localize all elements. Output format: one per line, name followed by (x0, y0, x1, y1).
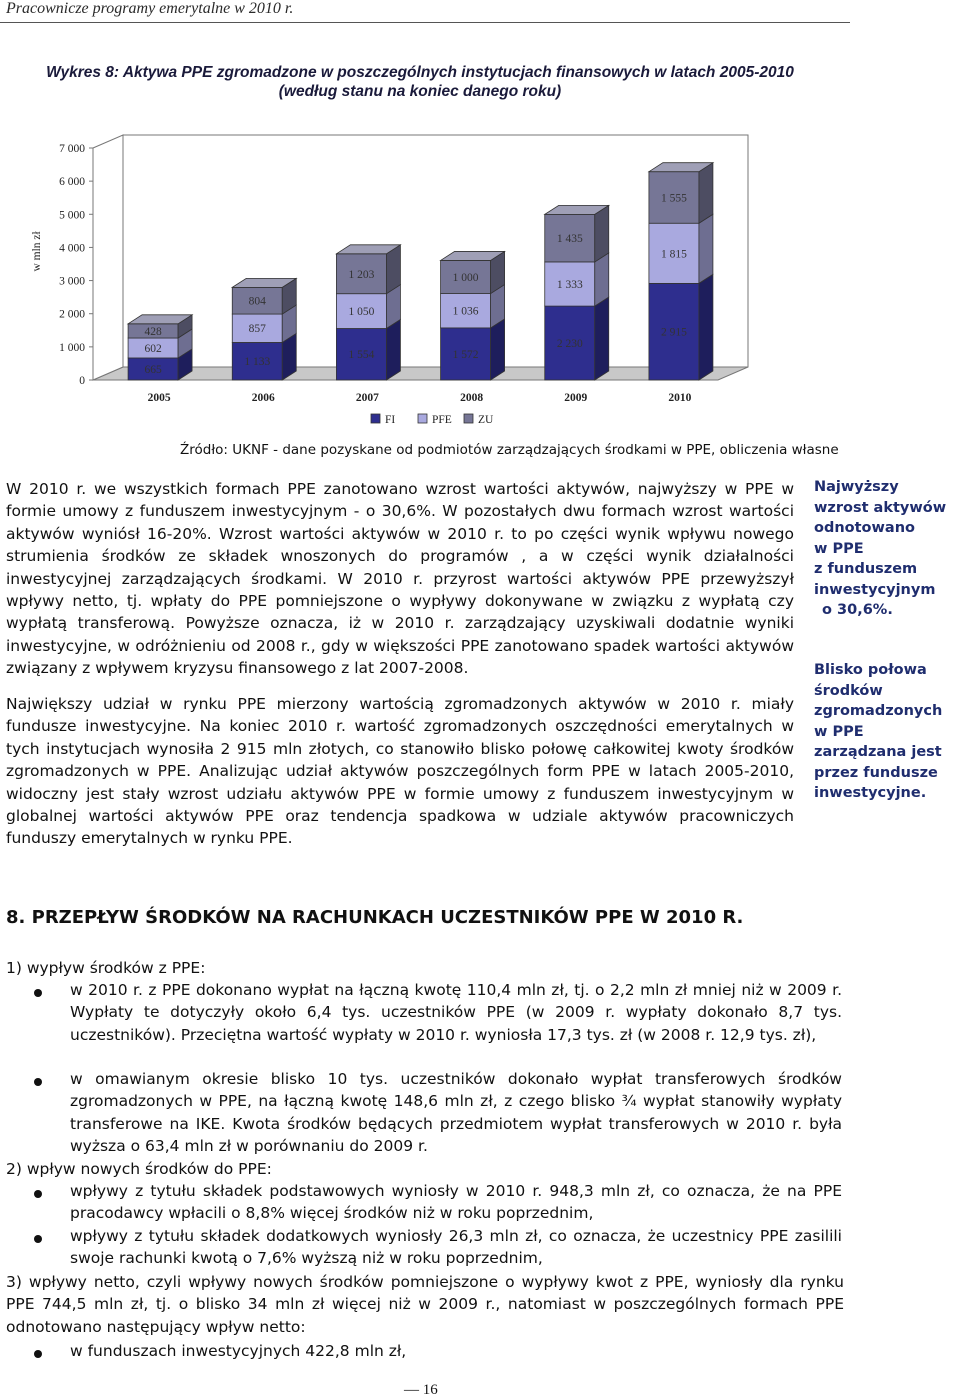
sidebar-line: inwestycyjnym (814, 581, 936, 598)
x-tick-label: 2007 (355, 392, 379, 404)
bullet-icon (34, 1235, 42, 1243)
bullet-additional-contributions: wpływy z tytułu składek dodatkowych wyniosły 26,3 mln zł, co oznacza, że uczestnicy PPE zasilili swoje rachunki kwotą o 7,6% wyższą niż w roku poprzednim, (70, 1227, 842, 1268)
y-tick-label: 2 000 (59, 308, 85, 321)
bullet-transfers: w omawianym okresie blisko 10 tys. uczestników dokonało wypłat transferowych środków zgromadzonych w PPE, na łączną kwotę 148,6 mln zł, z czego blisko ¾ wypłat stanowiły wypłaty transferowe na IKE. Kwota środków będących przedmiotem wypłat transferowych w 2010 r. była wyższa o 63,4 mln zł w porównaniu do 2009 r. (70, 1070, 842, 1156)
header-rule (0, 22, 850, 23)
y-axis-label: w mln zł (31, 231, 43, 272)
data-label: 1 555 (660, 192, 687, 205)
chart-subtitle: (według stanu na koniec danego roku) (278, 83, 562, 100)
y-tick-label: 5 000 (59, 209, 85, 222)
paragraph-net-inflow: 3) wpływy netto, czyli wpływy nowych środków pomniejszone o wypływy kwot z PPE, wyniosły dla rynku PPE 744,5 mln zł, tj. o blisko 34 mln zł więcej niż w 2009 r., natomiast w poszczególnych formach PPE odnotowano następujący wpływ netto: (6, 1273, 844, 1336)
bar-side-fi (595, 297, 609, 380)
data-label: 804 (248, 295, 266, 308)
sidebar-line: Blisko połowa (814, 662, 927, 678)
sidebar-line: w PPE (814, 540, 864, 557)
bar-side-fi (491, 319, 505, 380)
data-label: 1 036 (452, 305, 479, 318)
bullet-icon (34, 1190, 42, 1198)
legend-label-fi: FI (385, 414, 396, 426)
chart-side-wall (93, 135, 123, 380)
sidebar-line: odnotowano (814, 520, 915, 536)
legend-label-zu: ZU (478, 414, 494, 426)
sidebar-line: z funduszem (814, 561, 918, 577)
sub-heading-inflow: 2) wpływ nowych środków do PPE: (6, 1160, 272, 1178)
page-number: — 16 (404, 1382, 438, 1398)
sidebar-line: zarządzana jest (814, 744, 942, 760)
data-label: 1 333 (556, 279, 583, 292)
data-label: 1 050 (348, 306, 375, 319)
data-label: 602 (144, 342, 162, 355)
sidebar-line: w PPE (814, 723, 864, 740)
y-tick-label: 3 000 (59, 275, 85, 288)
sidebar-line: środków (814, 682, 883, 699)
legend-swatch-zu (464, 414, 473, 423)
x-tick-label: 2005 (147, 392, 171, 404)
bullet-investment-funds: w funduszach inwestycyjnych 422,8 mln zł, (70, 1342, 407, 1360)
chart-title: Wykres 8: Aktywa PPE zgromadzone w poszczególnych instytucjach finansowych w latach 2005-2010 (46, 64, 794, 81)
bullet-icon (34, 1350, 42, 1358)
data-label: 1 435 (556, 233, 583, 246)
bullet-icon (34, 989, 42, 997)
data-label: 428 (144, 325, 162, 338)
data-label: 1 554 (348, 349, 375, 362)
bar-side-pfe (699, 214, 713, 283)
y-tick-label: 4 000 (59, 242, 85, 255)
bar-side-fi (386, 319, 400, 380)
sidebar-line: przez fundusze (814, 764, 938, 781)
legend-label-pfe: PFE (432, 414, 452, 426)
paragraph-market-share: Największy udział w rynku PPE mierzony wartością zgromadzonych aktywów w 2010 r. miały fundusze inwestycyjne. Na koniec 2010 r. wartość zgromadzonych oszczędności emerytalnych w tych instytucjach wynosiła 2 915 mln złotych, co stanowiło blisko połowę całkowitej kwoty środków zgromadzonych w PPE. Analizując udział aktywów poszczególnych form PPE w latach 2005-2010, widoczny jest stały wzrost udziału aktywów PPE w formie umowy z funduszem inwestycyjnym w globalnej wartości aktywów PPE oraz tendencja spadkowa w udziale aktywów pracowniczych funduszy emerytalnych w rynku PPE. (6, 695, 794, 848)
data-label: 1 203 (348, 268, 375, 281)
data-label: 2 230 (556, 338, 583, 351)
x-tick-label: 2006 (251, 392, 275, 404)
y-tick-label: 7 000 (59, 143, 85, 155)
y-tick-label: 0 (79, 375, 85, 387)
x-tick-label: 2009 (564, 392, 588, 404)
data-label: 1 815 (660, 248, 687, 261)
sidebar-line: zgromadzonych (814, 703, 943, 719)
y-tick-label: 1 000 (59, 341, 85, 354)
sidebar-note-growth (814, 477, 960, 621)
bar-side-fi (699, 274, 713, 380)
data-label: 1 000 (452, 271, 479, 284)
data-label: 857 (248, 323, 266, 336)
section-heading: 8. PRZEPŁYW ŚRODKÓW NA RACHUNKACH UCZESTNIKÓW PPE W 2010 R. (6, 907, 744, 928)
data-label: 1 572 (452, 348, 479, 361)
running-header: Pracownicze programy emerytalne w 2010 r. (6, 0, 294, 17)
data-label: 2 915 (660, 326, 687, 339)
data-label: 665 (144, 363, 162, 376)
legend-swatch-fi (371, 414, 380, 423)
assets-stacked-bar-chart (0, 120, 800, 440)
data-label: 1 133 (244, 356, 271, 369)
sidebar-line: Najwyższy (814, 479, 899, 495)
bar-side-zu (699, 163, 713, 224)
sidebar-note-share (814, 660, 960, 804)
sidebar-line: wzrost aktywów (814, 499, 947, 516)
paragraph-asset-growth: W 2010 r. we wszystkich formach PPE zanotowano wzrost wartości aktywów, najwyższy w PPE w formie umowy z funduszem inwestycyjnym - o 30,6%. W pozostałych dwu formach wzrost wartości aktywów wyniósł 16-20%. Wzrost wartości aktywów w 2010 r. to po części wynik wpływu nowego strumienia środków ze składek wnoszonych do programów , a w części wynik działalności inwestycyjnej zarządzających środkami. W 2010 r. przyrost wartości aktywów PPE przewyższył wpływy netto, tj. wpłaty do PPE pomniejszone o wypływy dokonywane w związku z wypłatą czy wypłatą transferową. Powyższe oznacza, iż w 2010 r. zarządzający uzyskiwali dodatnie wyniki inwestycyjne, w odróżnieniu od 2008 r., gdy w większości PPE zanotowano spadek wartości aktywów związany z wpływem kryzysu finansowego z lat 2007-2008. (6, 480, 794, 678)
sidebar-line: inwestycyjne. (814, 785, 927, 801)
bullet-basic-contributions: wpływy z tytułu składek podstawowych wyniosły w 2010 r. 948,3 mln zł, co oznacza, że na PPE pracodawcy wpłacili o 8,8% więcej środków niż w roku poprzednim, (70, 1182, 842, 1223)
sub-heading-outflow: 1) wypływ środków z PPE: (6, 959, 206, 977)
y-tick-label: 6 000 (59, 176, 85, 189)
x-tick-label: 2008 (460, 392, 484, 404)
bar-side-zu (595, 205, 609, 262)
sidebar-line: o 30,6%. (822, 602, 893, 618)
bullet-payouts: w 2010 r. z PPE dokonano wypłat na łączną kwotę 110,4 mln zł, tj. o 2,2 mln zł mniej niż w 2009 r. Wypłaty te dotyczyły około 6,4 tys. uczestników PPE (w 2009 r. wypłaty dokonało 8,7 tys. uczestników). Przeciętna wartość wypłaty w 2010 r. wyniosła 17,3 tys. zł (w 2008 r. 12,9 tys. zł), (70, 981, 842, 1044)
legend-swatch-pfe (418, 414, 427, 423)
x-tick-label: 2010 (668, 392, 692, 404)
bullet-icon (34, 1078, 42, 1086)
chart-source-note: Źródło: UKNF - dane pozyskane od podmiotów zarządzających środkami w PPE, obliczenia własne (180, 442, 839, 458)
